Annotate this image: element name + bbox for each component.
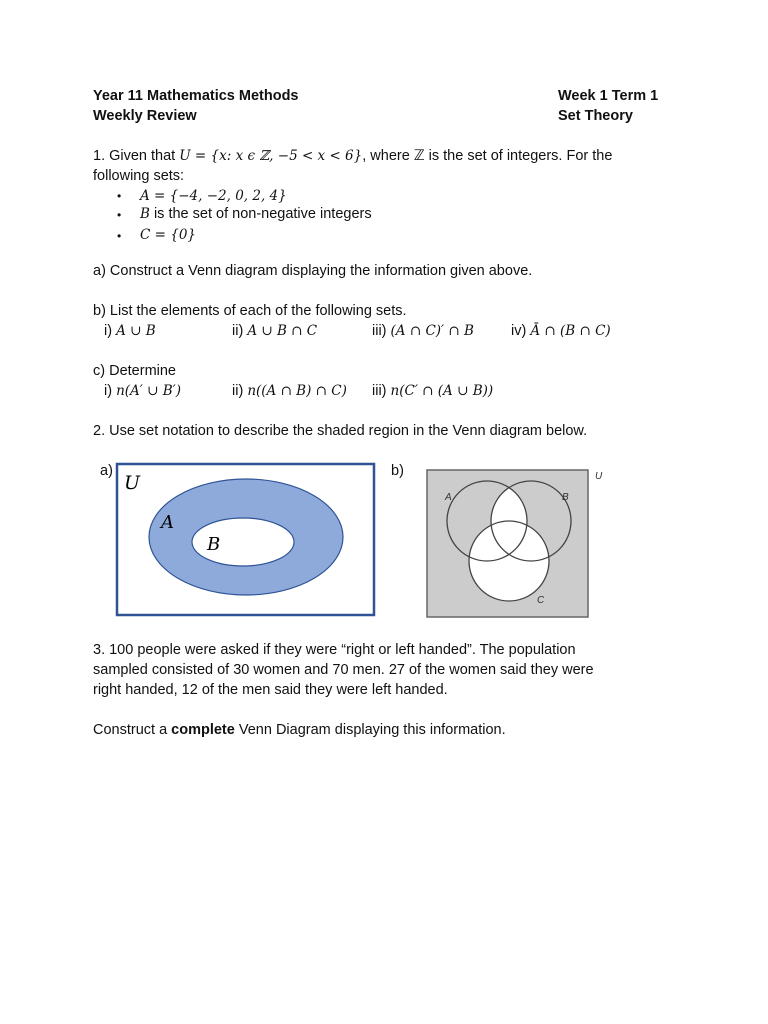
bullet-icon: • [117,229,122,243]
q1-part-b-item: i) A ∪ B [104,323,156,339]
q1-part-c-intro: c) Determine [93,363,176,379]
set-a-label: A [161,512,174,533]
set-a-label: A [445,492,452,503]
q3-instruction: Construct a complete Venn Diagram displaying this information. [93,722,506,738]
q1-intro-prefix: 1. Given that [93,148,180,164]
q1-universal-definition: U = {x: x ϵ ℤ, −5 < x < 6} [179,148,363,164]
q1-part-a: a) Construct a Venn diagram displaying the information given above. [93,263,533,279]
q3-line3: right handed, 12 of the men said they were left handed. [93,682,448,698]
q3-line1: 3. 100 people were asked if they were “right or left handed”. The population [93,642,576,658]
q1-part-c-item: iii) n(C′ ∩ (A ∪ B)) [372,383,494,399]
q1-part-c-item: ii) n((A ∩ B) ∩ C) [232,383,347,399]
q2-text: 2. Use set notation to describe the shaded region in the Venn diagram below. [93,423,588,439]
q1-part-b-item: iii) (A ∩ C)′ ∩ B [372,323,474,339]
q1-part-b-intro: b) List the elements of each of the following sets. [93,303,407,319]
q2-diagram-a-label: a) [100,463,113,479]
header-subtitle: Weekly Review [93,108,197,124]
q1-part-c-item: i) n(A′ ∪ B′) [104,383,182,399]
set-b-label: B [207,534,221,555]
q1-set-b-text: is the set of non-negative integers [149,206,372,222]
q1-set-a: A = {−4, −2, 0, 2, 4} [140,188,287,204]
universal-label: U [124,472,141,494]
q1-set-b [140,206,372,222]
q3-line2: sampled consisted of 30 women and 70 men. 27 of the women said they were [93,662,594,678]
q1-set-b-symbol: B [140,206,150,222]
venn-diagram-a [115,462,377,618]
universal-label: U [595,471,603,482]
q1-set-c: C = {0} [140,227,196,243]
header-course-title: Year 11 Mathematics Methods [93,88,299,104]
venn-diagram-b [425,466,610,622]
header-topic: Set Theory [558,108,633,124]
bullet-icon: • [117,208,122,222]
bullet-icon: • [117,189,122,203]
set-b-label: B [562,492,569,503]
q1-part-b-item: ii) A ∪ B ∩ C [232,323,318,339]
q3-emphasis: complete [171,722,235,738]
q1-intro-suffix: , where ℤ is the set of integers. For the [362,148,613,164]
q1-part-b-item: iv) Ā ∩ (B ∩ C) [511,323,611,339]
q1-intro [93,148,612,164]
q2-diagram-b-label: b) [391,463,404,479]
set-c-label: C [537,595,545,606]
q1-intro-line2: following sets: [93,168,185,184]
header-week: Week 1 Term 1 [558,88,659,104]
